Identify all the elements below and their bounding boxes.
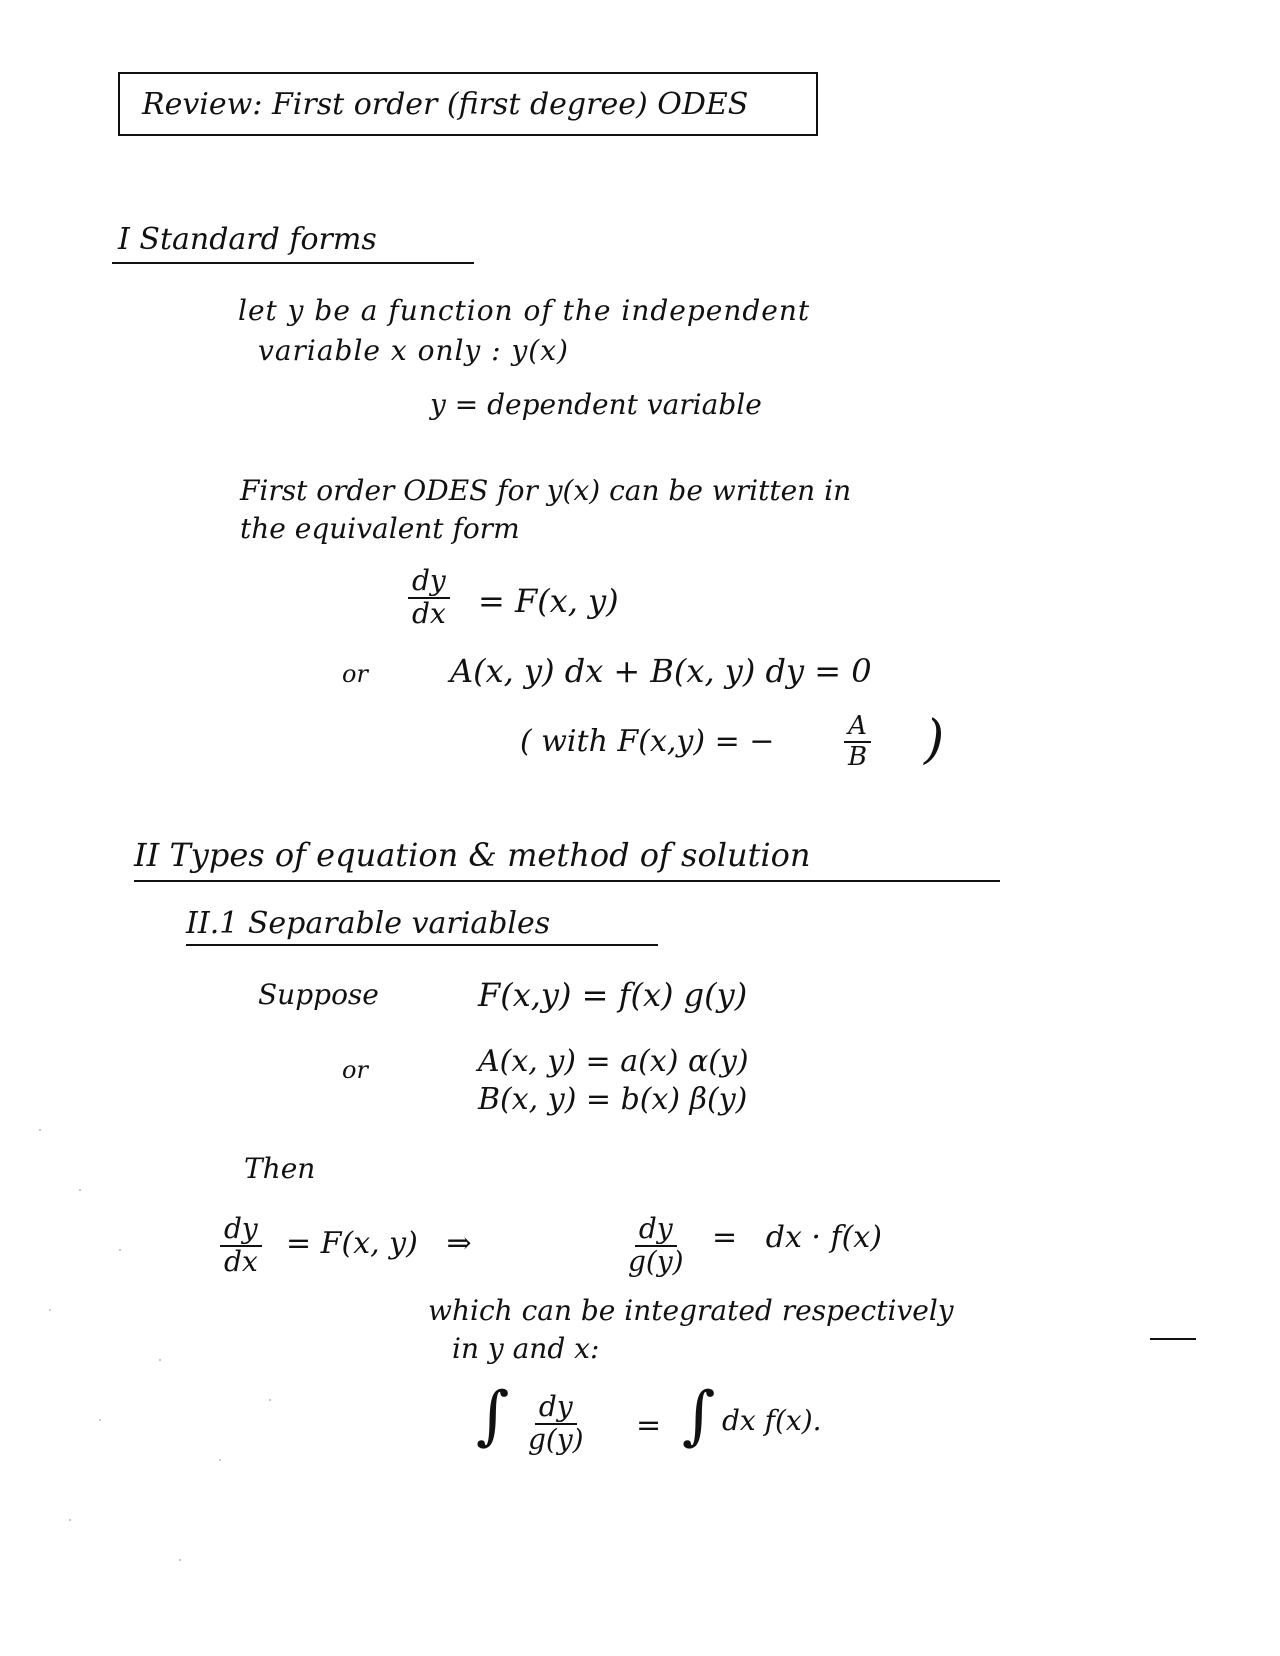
fraction-numerator: dy [635, 1214, 677, 1247]
section-2-underline [134, 880, 1000, 882]
equation-8-rhs: dx f(x). [722, 1404, 822, 1437]
equation-3-close: ) [924, 710, 945, 770]
fraction-dy-dx [408, 566, 450, 630]
equation-2: A(x, y) dx + B(x, y) dy = 0 [450, 652, 872, 690]
fraction-numerator: dy [535, 1392, 577, 1425]
fraction-denominator: dx [224, 1244, 258, 1278]
equation-4: F(x,y) = f(x) g(y) [478, 976, 748, 1014]
title-box [118, 72, 818, 136]
text-line-6: which can be integrated respectively [428, 1294, 954, 1327]
text-line-3: y = dependent variable [430, 388, 762, 421]
text-line-2: variable x only : y(x) [258, 334, 569, 367]
fraction-dy-gy [624, 1214, 688, 1278]
fraction-denominator: B [848, 741, 868, 772]
text-line-6-tick [1150, 1338, 1196, 1340]
fraction-numerator: dy [220, 1214, 262, 1247]
or-label-2: or [342, 1056, 368, 1084]
then-label: Then [244, 1152, 316, 1185]
page-title: Review: First order (first degree) ODES [142, 86, 749, 122]
fraction-denominator: g(y) [628, 1244, 684, 1278]
scan-noise [20, 1100, 340, 1600]
equation-6: B(x, y) = b(x) β(y) [478, 1082, 748, 1117]
or-label-1: or [342, 660, 368, 688]
section-2-heading: II Types of equation & method of solution [134, 836, 811, 874]
fraction-a-b [844, 712, 871, 771]
suppose-label: Suppose [258, 978, 379, 1011]
section-1-underline [112, 262, 474, 264]
fraction-denominator: g(y) [528, 1422, 584, 1456]
integral-sign-2: ∫ [682, 1379, 716, 1453]
equation-3-lhs: ( with F(x,y) = − [520, 724, 775, 759]
section-2-1-underline [186, 944, 658, 946]
section-1-heading: I Standard forms [118, 222, 377, 257]
fraction-numerator: dy [408, 566, 450, 599]
text-line-5: the equivalent form [240, 512, 520, 545]
fraction-denominator: dx [412, 596, 446, 630]
fraction-numerator: A [844, 712, 871, 743]
section-2-1-heading: II.1 Separable variables [186, 906, 551, 941]
text-line-1: let y be a function of the independent [238, 294, 811, 327]
text-line-7: in y and x: [452, 1332, 600, 1365]
integral-sign-1: ∫ [476, 1379, 510, 1453]
equation-7-rhs: = dx · f(x) [712, 1220, 882, 1255]
equation-1-rhs: = F(x, y) [478, 582, 619, 620]
equation-8-equals: = [636, 1408, 662, 1443]
fraction-dy-gy-2 [524, 1392, 588, 1456]
text-line-4: First order ODES for y(x) can be written in [240, 474, 852, 507]
equation-7-mid: = F(x, y) ⇒ [286, 1226, 472, 1261]
equation-5: A(x, y) = a(x) α(y) [478, 1044, 749, 1079]
